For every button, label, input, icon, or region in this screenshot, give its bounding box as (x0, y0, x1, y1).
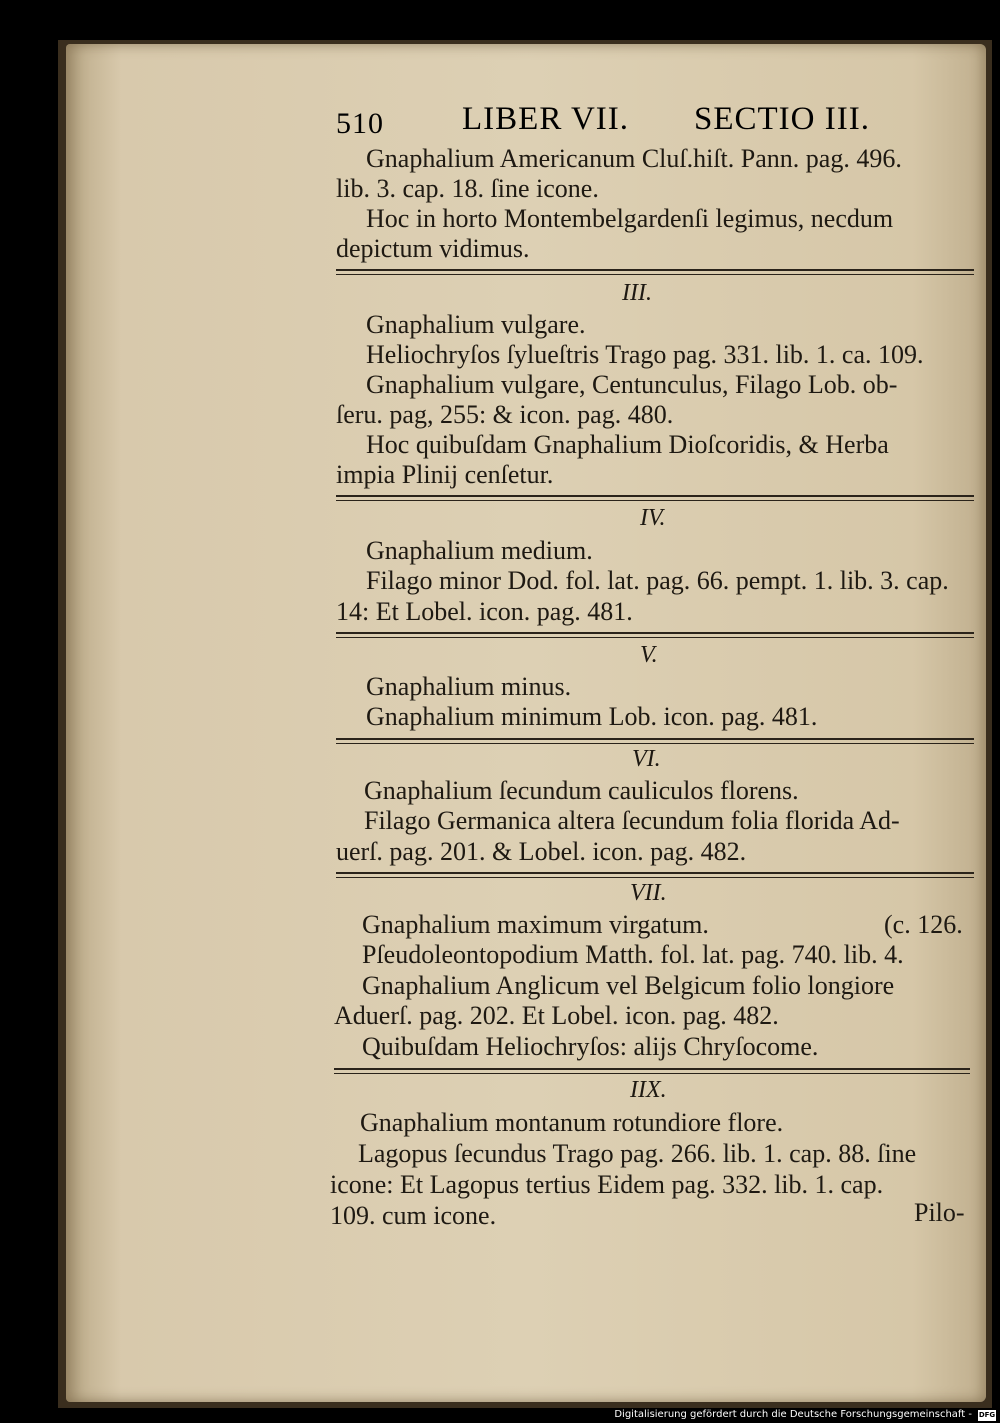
section-divider (336, 269, 974, 271)
text-line: icone: Et Lagopus tertius Eidem pag. 332. lib. 1. cap. (330, 1170, 884, 1199)
text-line: Lagopus ſecundus Trago pag. 266. lib. 1. cap. 88. ſine (358, 1139, 917, 1168)
page-number: 510 (336, 107, 384, 140)
section-numeral: IIX. (630, 1077, 667, 1103)
text-line: Gnaphalium Anglicum vel Belgicum folio longiore (362, 971, 895, 1000)
text-line: uerſ. pag. 201. & Lobel. icon. pag. 482. (336, 837, 747, 866)
text-line: lib. 3. cap. 18. ſine icone. (336, 174, 599, 203)
text-line: Gnaphalium minimum Lob. icon. pag. 481. (366, 702, 818, 731)
text-line: ſeru. pag, 255: & icon. pag. 480. (336, 400, 674, 429)
catchword: Pilo- (914, 1198, 965, 1227)
footer-credit: Digitalisierung gefördert durch die Deutsche Forschungsgemeinschaft - (614, 1409, 972, 1420)
dfg-logo: DFG (978, 1411, 996, 1419)
section-divider (336, 632, 974, 634)
text-line: Gnaphalium montanum rotundiore flore. (360, 1108, 784, 1137)
text-line: Gnaphalium ſecundum cauliculos florens. (364, 776, 799, 805)
section-divider (336, 495, 974, 497)
text-line: Gnaphalium Americanum Cluſ.hiſt. Pann. pag. 496. (366, 144, 902, 173)
section-numeral: VII. (630, 880, 667, 906)
text-line: Pſeudoleontopodium Matth. fol. lat. pag. 740. lib. 4. (362, 940, 904, 969)
text-line: Gnaphalium vulgare, Centunculus, Filago Lob. ob- (366, 370, 898, 399)
text-line: Gnaphalium maximum virgatum. (362, 910, 709, 939)
text-line: Hoc quibuſdam Gnaphalium Dioſcoridis, & Herba (366, 430, 889, 459)
text-line: Quibuſdam Heliochryſos: alijs Chryſocome. (362, 1032, 819, 1061)
text-line: impia Plinij cenſetur. (336, 460, 554, 489)
text-line: Filago Germanica altera ſecundum folia florida Ad- (364, 806, 900, 835)
section-numeral: V. (640, 642, 658, 668)
text-line: depictum vidimus. (336, 234, 530, 263)
text-line: Gnaphalium minus. (366, 672, 572, 701)
section-numeral: VI. (632, 746, 661, 772)
section-divider (334, 1068, 970, 1070)
running-head (336, 101, 956, 145)
section-title: SECTIO III. (694, 101, 870, 137)
section-numeral: III. (622, 280, 652, 306)
text-line: 14: Et Lobel. icon. pag. 481. (336, 597, 633, 626)
text-line: Aduerſ. pag. 202. Et Lobel. icon. pag. 482. (334, 1001, 779, 1030)
text-line: Filago minor Dod. fol. lat. pag. 66. pempt. 1. lib. 3. cap. (366, 566, 949, 595)
text-line: Hoc in horto Montembelgardenſi legimus, necdum (366, 204, 894, 233)
section-numeral: IV. (640, 505, 666, 531)
book-title: LIBER VII. (462, 101, 630, 137)
section-divider (336, 738, 974, 740)
text-line: 109. cum icone. (330, 1201, 497, 1230)
text-line: (c. 126. (884, 910, 963, 939)
text-line: Gnaphalium medium. (366, 536, 593, 565)
text-line: Gnaphalium vulgare. (366, 310, 586, 339)
text-line: Heliochryſos ſylueſtris Trago pag. 331. lib. 1. ca. 109. (366, 340, 924, 369)
section-divider (336, 872, 974, 874)
